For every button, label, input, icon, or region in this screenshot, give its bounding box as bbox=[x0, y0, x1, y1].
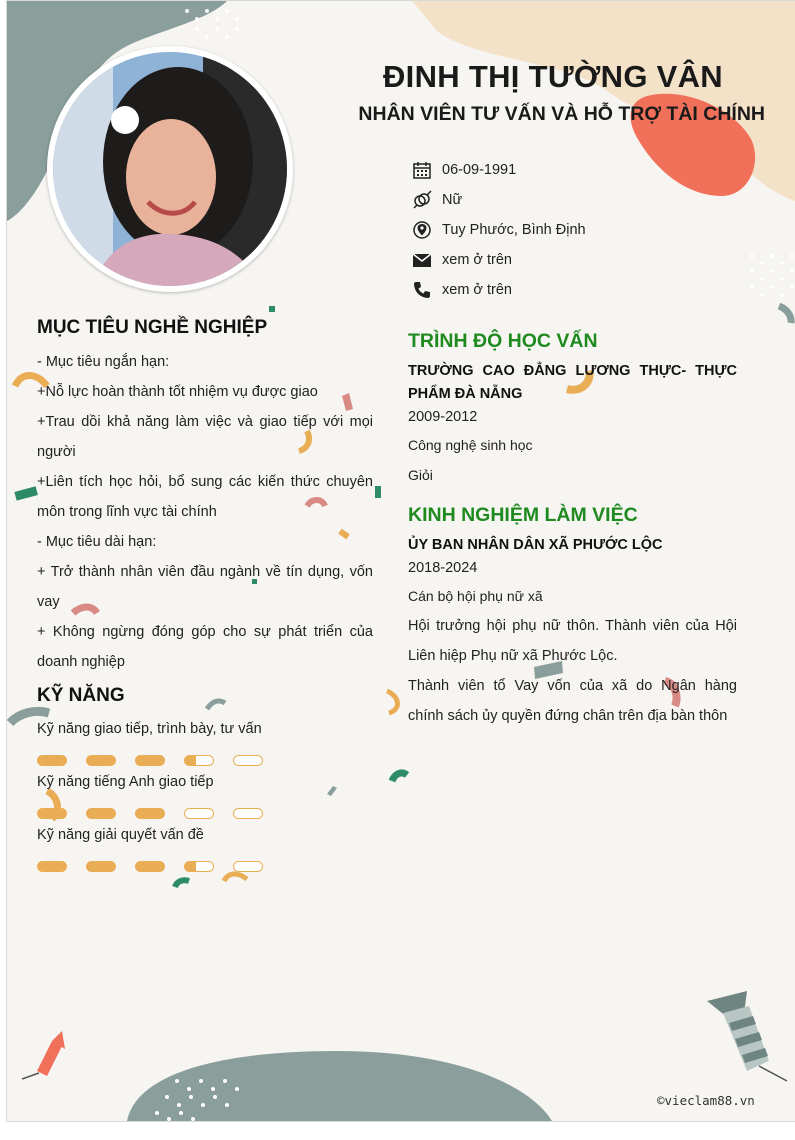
phone-icon bbox=[411, 279, 433, 301]
skill-level-pill bbox=[184, 755, 214, 766]
experience-line: Thành viên tổ Vay vốn của xã do Ngân hàng bbox=[408, 678, 737, 694]
phone-value: xem ở trên bbox=[442, 282, 512, 298]
cv-page bbox=[6, 0, 795, 1122]
experience-line: Liên hiệp Phụ nữ xã Phước Lộc. bbox=[408, 648, 618, 664]
skill-rating bbox=[37, 861, 263, 872]
skill-level-pill bbox=[37, 808, 67, 819]
experience-years: 2018-2024 bbox=[408, 560, 478, 576]
job-title: NHÂN VIÊN TƯ VẤN VÀ HỖ TRỢ TÀI CHÍNH bbox=[358, 103, 765, 125]
rocket-bottom-right bbox=[707, 991, 787, 1081]
school-name-line2: PHẨM ĐÀ NẴNG bbox=[408, 386, 523, 402]
skill-level-pill bbox=[135, 755, 165, 766]
rocket-bottom-left bbox=[22, 1031, 65, 1079]
experience-description bbox=[408, 611, 737, 731]
experience-role: Cán bộ hội phụ nữ xã bbox=[408, 588, 543, 604]
gender-row bbox=[411, 188, 462, 212]
education-grade: Giỏi bbox=[408, 467, 433, 483]
objective-line: môn trong lĩnh vực tài chính bbox=[37, 504, 217, 520]
objective-line: +Nỗ lực hoàn thành tốt nhiệm vụ được giao bbox=[37, 384, 318, 400]
birthdate-value: 06-09-1991 bbox=[442, 162, 517, 178]
gender-icon bbox=[411, 189, 433, 211]
phone-row bbox=[411, 278, 512, 302]
watermark: ©vieclam88.vn bbox=[657, 1093, 755, 1108]
dot-texture-right bbox=[750, 254, 794, 297]
skill-level-pill bbox=[37, 755, 67, 766]
skill-rating bbox=[37, 808, 263, 819]
skills-heading: KỸ NĂNG bbox=[37, 685, 125, 706]
skill-level-pill bbox=[184, 861, 214, 872]
skill-level-pill bbox=[135, 861, 165, 872]
objective-line: - Mục tiêu dài hạn: bbox=[37, 534, 157, 550]
company-name: ỦY BAN NHÂN DÂN XÃ PHƯỚC LỘC bbox=[408, 537, 663, 553]
birthdate-row bbox=[411, 158, 516, 182]
experience-line: Hội trưởng hội phụ nữ thôn. Thành viên của Hội bbox=[408, 618, 737, 634]
address-value: Tuy Phước, Bình Định bbox=[442, 222, 586, 238]
skill-label: Kỹ năng giải quyết vấn đề bbox=[37, 827, 204, 843]
objective-line: - Mục tiêu ngắn hạn: bbox=[37, 354, 170, 370]
candidate-name: ĐINH THỊ TƯỜNG VÂN bbox=[383, 59, 723, 94]
skill-level-pill bbox=[86, 755, 116, 766]
address-row bbox=[411, 218, 586, 242]
school-name-line1: TRƯỜNG CAO ĐẲNG LƯƠNG THỰC- THỰC bbox=[408, 363, 737, 379]
skill-level-pill bbox=[86, 861, 116, 872]
calendar-icon bbox=[411, 159, 433, 181]
objective-text bbox=[37, 347, 373, 677]
skill-level-pill bbox=[233, 808, 263, 819]
avatar bbox=[53, 52, 287, 286]
portrait-image bbox=[53, 52, 287, 286]
envelope-icon bbox=[411, 249, 433, 271]
gender-value: Nữ bbox=[442, 192, 463, 208]
skill-level-pill bbox=[135, 808, 165, 819]
sage-dome-bottom bbox=[127, 1051, 552, 1121]
skill-rating bbox=[37, 755, 263, 766]
objective-line: người bbox=[37, 444, 76, 460]
objective-heading: MỤC TIÊU NGHỀ NGHIỆP bbox=[37, 317, 268, 338]
skill-label: Kỹ năng giao tiếp, trình bày, tư vấn bbox=[37, 721, 262, 737]
objective-line: +Trau dồi khả năng làm việc và giao tiếp với mọi bbox=[37, 414, 373, 430]
email-value: xem ở trên bbox=[442, 252, 512, 268]
objective-line: vay bbox=[37, 594, 60, 610]
experience-heading: KINH NGHIỆM LÀM VIỆC bbox=[408, 504, 638, 526]
skill-level-pill bbox=[184, 808, 214, 819]
objective-line: + Không ngừng đóng góp cho sự phát triển của bbox=[37, 624, 373, 640]
skill-label: Kỹ năng tiếng Anh giao tiếp bbox=[37, 774, 214, 790]
experience-line: chính sách ủy quyền đứng chân trên địa bàn thôn bbox=[408, 708, 728, 724]
location-pin-icon bbox=[411, 219, 433, 241]
education-major: Công nghệ sinh học bbox=[408, 437, 533, 453]
skill-level-pill bbox=[233, 755, 263, 766]
objective-line: doanh nghiệp bbox=[37, 654, 125, 670]
objective-line: +Liên tích học hỏi, bổ sung các kiến thức chuyên bbox=[37, 474, 373, 490]
skill-level-pill bbox=[86, 808, 116, 819]
skill-level-pill bbox=[233, 861, 263, 872]
education-years: 2009-2012 bbox=[408, 409, 478, 425]
skill-level-pill bbox=[37, 861, 67, 872]
email-row bbox=[411, 248, 512, 272]
objective-line: + Trở thành nhân viên đầu ngành về tín dụng, vốn bbox=[37, 564, 373, 580]
education-heading: TRÌNH ĐỘ HỌC VẤN bbox=[408, 330, 598, 352]
